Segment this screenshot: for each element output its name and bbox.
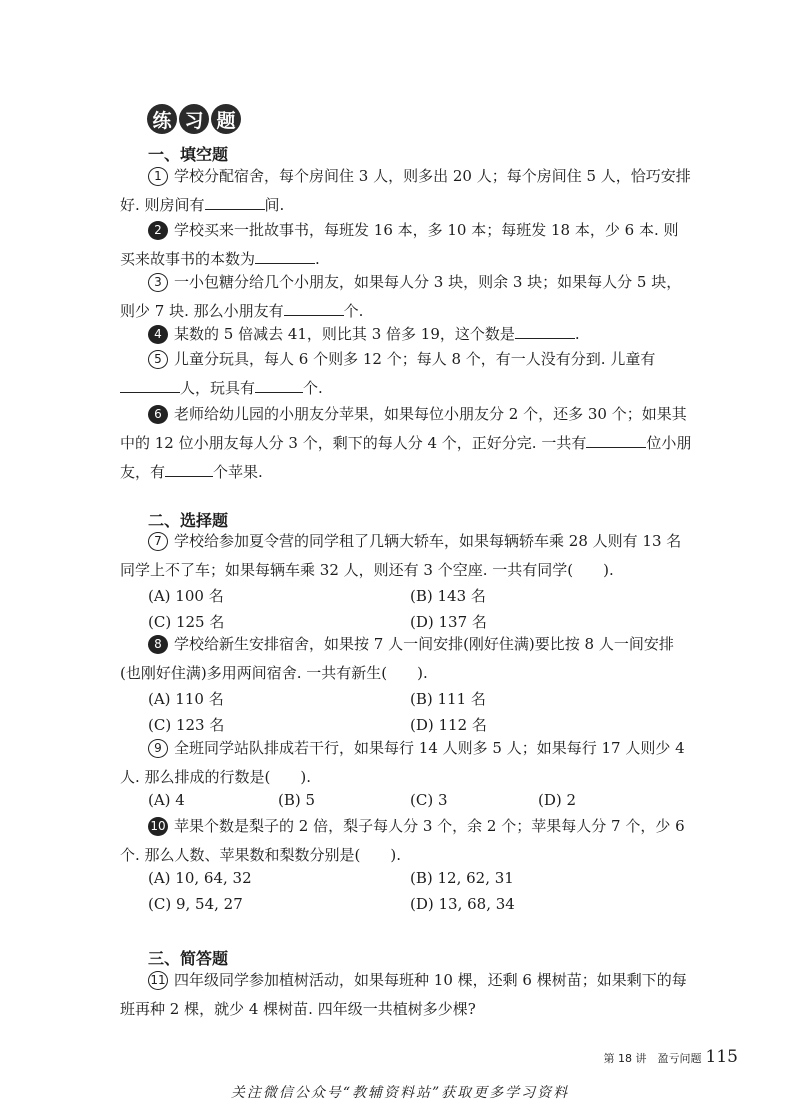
question-text: 位小朋友，有 <box>120 434 692 481</box>
question-2 <box>120 216 692 274</box>
answer-blank[interactable] <box>255 249 315 264</box>
question-text: 四年级同学参加植树活动，如果每班种 10 棵，还剩 6 棵树苗；如果剩下的每班再种 2 棵，就少 4 棵树苗. 四年级一共植树多少棵? <box>120 971 687 1018</box>
promo-note: 关注微信公众号“教辅资料站”获取更多学习资料 <box>230 1085 570 1101</box>
question-text: 老师给幼儿园的小朋友分苹果，如果每位小朋友分 2 个，还多 30 个；如果其中的 12 位小朋友每人分 3 个，剩下的每人分 4 个，正好分完. 一共有 <box>120 405 687 452</box>
question-text: . <box>574 325 580 343</box>
answer-blank[interactable] <box>284 301 344 316</box>
exercise-title <box>147 104 241 134</box>
question-1 <box>120 162 692 220</box>
question-text: 苹果个数是梨子的 2 倍，梨子每人分 3 个，余 2 个；苹果每人分 7 个，少 6 个. 那么人数、苹果数和梨数分别是( ). <box>120 817 685 864</box>
page-number: 115 <box>705 1047 738 1067</box>
answer-blank[interactable] <box>255 378 303 393</box>
option-d[interactable]: (D) 137 名 <box>410 613 487 631</box>
question-5 <box>120 345 692 403</box>
question-number: 6 <box>148 405 168 424</box>
section-choice-heading: 二、选择题 <box>148 511 229 530</box>
title-char: 题 <box>211 104 241 134</box>
question-9 <box>120 734 692 792</box>
question-text: 儿童分玩具，每人 6 个则多 12 个；每人 8 个，有一人没有分到. 儿童有 <box>174 350 656 368</box>
question-7 <box>120 527 692 585</box>
question-number: 2 <box>148 221 168 240</box>
option-a[interactable]: (A) 110 名 <box>148 690 224 708</box>
question-number: 1 <box>148 167 168 186</box>
question-number: 4 <box>148 325 168 344</box>
question-text: 一小包糖分给几个小朋友，如果每人分 3 块，则余 3 块；如果每人分 5 块，则少 7 块. 那么小朋友有 <box>120 273 682 320</box>
question-number: 5 <box>148 350 168 369</box>
option-d[interactable]: (D) 2 <box>538 791 577 809</box>
question-number: 7 <box>148 532 168 551</box>
question-text: 学校买来一批故事书，每班发 16 本，多 10 本；每班发 18 本，少 6 本. 则买来故事书的本数为 <box>120 221 679 268</box>
chapter-label: 第 18 讲 盈亏问题 <box>603 1052 702 1065</box>
question-text: 某数的 5 倍减去 41，则比其 3 倍多 19，这个数是 <box>174 325 515 343</box>
answer-blank[interactable] <box>165 462 213 477</box>
question-text: 个. <box>303 379 323 397</box>
option-d[interactable]: (D) 13, 68, 34 <box>410 895 515 913</box>
option-c[interactable]: (C) 3 <box>410 791 448 809</box>
question-text: 人，玩具有 <box>180 379 256 397</box>
page-footer <box>604 1047 738 1067</box>
section-answer-heading: 三、简答题 <box>148 949 229 968</box>
question-text: 全班同学站队排成若干行，如果每行 14 人则多 5 人；如果每行 17 人则少 4 人. 那么排成的行数是( ). <box>120 739 685 786</box>
question-10 <box>120 812 692 870</box>
question-text: . <box>315 250 320 268</box>
answer-blank[interactable] <box>515 324 575 339</box>
question-text: 个. <box>343 302 364 320</box>
option-b[interactable]: (B) 111 名 <box>410 690 486 708</box>
question-text: 个苹果. <box>213 463 263 481</box>
question-8 <box>120 630 692 688</box>
question-number: 11 <box>148 971 168 990</box>
option-c[interactable]: (C) 125 名 <box>148 613 225 631</box>
question-text: 学校分配宿舍，每个房间住 3 人，则多出 20 人；每个房间住 5 人，恰巧安排好. 则房间有 <box>120 167 691 214</box>
title-char: 练 <box>147 104 177 134</box>
option-a[interactable]: (A) 100 名 <box>148 587 224 605</box>
section-fill-heading: 一、填空题 <box>148 145 229 164</box>
option-a[interactable]: (A) 10, 64, 32 <box>148 869 252 887</box>
option-c[interactable]: (C) 123 名 <box>148 716 225 734</box>
option-b[interactable]: (B) 5 <box>278 791 316 809</box>
option-b[interactable]: (B) 12, 62, 31 <box>410 869 514 887</box>
question-6 <box>120 400 692 487</box>
question-text: 学校给参加夏令营的同学租了几辆大轿车，如果每辆轿车乘 28 人则有 13 名同学上不了车；如果每辆车乘 32 人，则还有 3 个空座. 一共有同学( ). <box>120 532 682 579</box>
option-c[interactable]: (C) 9, 54, 27 <box>148 895 243 913</box>
question-3 <box>120 268 692 326</box>
question-text: 间. <box>264 196 285 214</box>
title-char: 习 <box>179 104 209 134</box>
answer-blank[interactable] <box>120 378 180 393</box>
question-number: 9 <box>148 739 168 758</box>
question-number: 3 <box>148 273 168 292</box>
answer-blank[interactable] <box>205 195 265 210</box>
answer-blank[interactable] <box>586 433 646 448</box>
question-text: 学校给新生安排宿舍，如果按 7 人一间安排(刚好住满)要比按 8 人一间安排(也刚好住满)多用两间宿舍. 一共有新生( ). <box>120 635 674 682</box>
option-b[interactable]: (B) 143 名 <box>410 587 486 605</box>
option-d[interactable]: (D) 112 名 <box>410 716 487 734</box>
question-number: 8 <box>148 635 168 654</box>
question-number: 10 <box>148 817 168 836</box>
question-11 <box>120 966 692 1024</box>
option-a[interactable]: (A) 4 <box>148 791 185 809</box>
